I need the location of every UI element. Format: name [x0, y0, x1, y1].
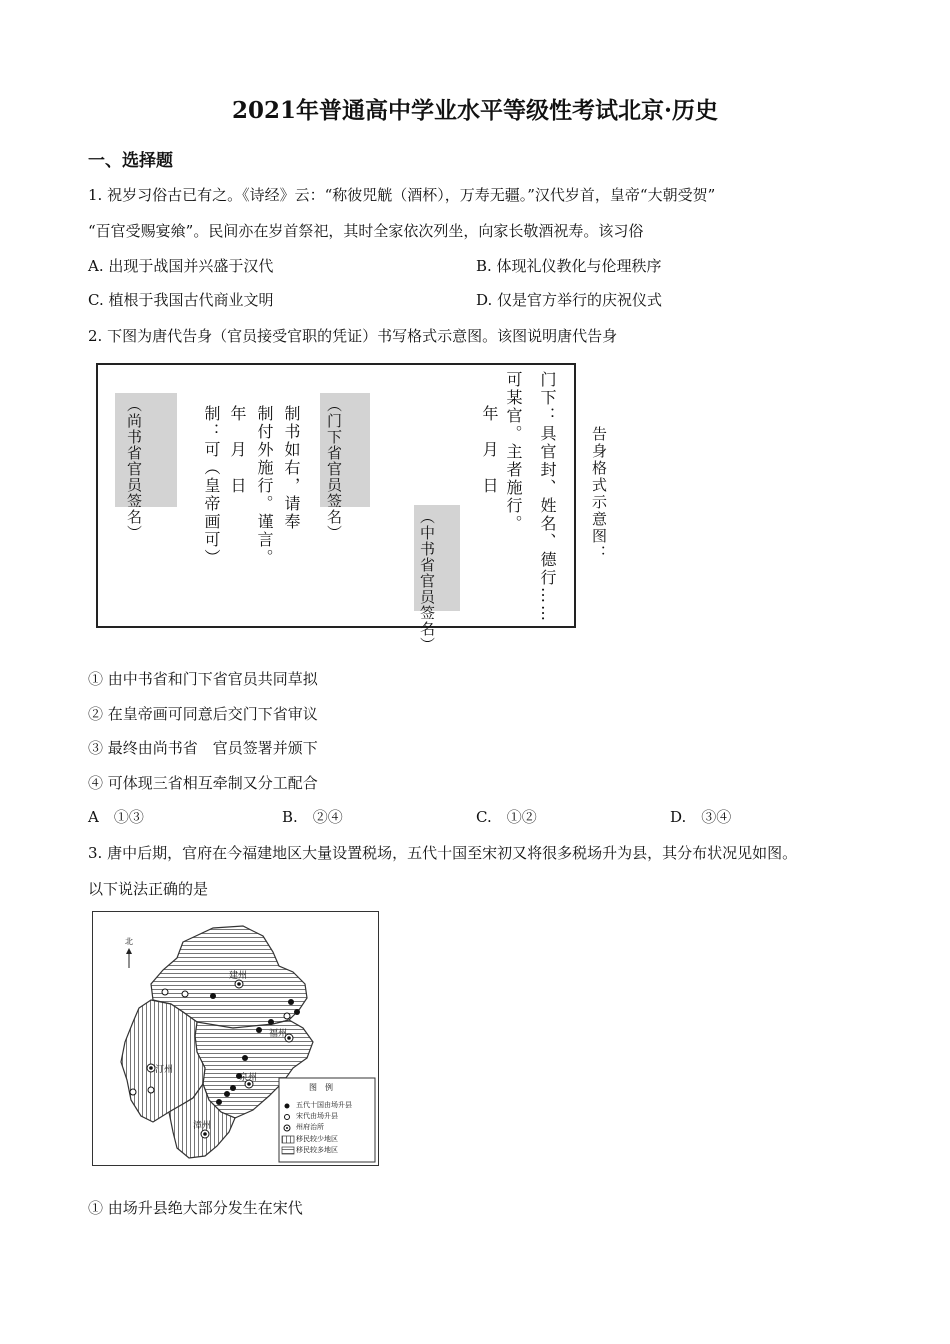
q3-stem-line2: 以下说法正确的是	[88, 880, 209, 898]
q2-item3: ③ 最终由尚书省 官员签署并颁下	[88, 739, 318, 757]
q3-stem-line1: 3. 唐中后期，官府在今福建地区大量设置税场，五代十国至宋初又将很多税场升为县，其分布状况见如图。	[88, 844, 798, 862]
section-heading: 一、选择题	[88, 151, 173, 171]
fig-box-zhongshu-text: （中书省官员签名）	[418, 509, 436, 653]
map-svg	[93, 912, 377, 1164]
legend-few-migrants: 移民较少地区	[296, 1135, 338, 1143]
q2-choice-c: C. ①②	[476, 808, 537, 826]
fig-box-zhongshu	[414, 505, 460, 653]
q1-stem-line2: “百官受赐宴飨”。民间亦在岁首祭祀，其时全家依次列坐，向家长敬酒祝寿。该习俗	[88, 222, 644, 240]
q2-item1: ① 由中书省和门下省官员共同草拟	[88, 670, 318, 688]
q2-choice-a: A ①③	[88, 808, 144, 826]
q1-option-b: B. 体现礼仪教化与伦理秩序	[476, 257, 662, 275]
q2-stem: 2. 下图为唐代告身（官员接受官职的凭证）书写格式示意图。该图说明唐代告身	[88, 327, 618, 345]
legend-many-swatch	[282, 1147, 294, 1154]
fig-box-menxia	[320, 393, 370, 541]
fig-col-date1: 年 月 日	[480, 405, 499, 495]
q1-option-a: A. 出现于战国并兴盛于汉代	[88, 257, 274, 275]
map-city-fuzhou: 福州	[269, 1029, 288, 1039]
fig-col-zhike: 制：可（皇帝画可）	[202, 405, 221, 567]
legend-dot-hollow-icon	[285, 1115, 290, 1120]
q1-option-d: D. 仅是官方举行的庆祝仪式	[476, 291, 663, 309]
q2-choice-b: B. ②④	[282, 808, 343, 826]
legend-seat-icon	[284, 1125, 290, 1131]
legend-few-swatch	[282, 1136, 294, 1143]
q2-item4: ④ 可体现三省相互牵制又分工配合	[88, 774, 318, 792]
legend-dot-filled-icon	[285, 1104, 290, 1109]
fig-side-caption: 告身格式示意图：	[590, 426, 608, 562]
map-city-tingzhou: 汀州	[155, 1065, 174, 1075]
q2-choice-d: D. ③④	[670, 808, 732, 826]
q3-item1: ① 由场升县绝大部分发生在宋代	[88, 1199, 303, 1217]
fig-col-ke: 可某官。主者施行。	[504, 371, 523, 533]
fig-col-zhishu: 制书如右，请奉	[282, 405, 301, 531]
fig-box-shangshu-text: （尚书省官员签名）	[125, 397, 143, 541]
legend-song: 宋代由场升县	[296, 1112, 338, 1120]
q1-stem-line1: 1. 祝岁习俗古已有之。《诗经》云：“称彼兕觥（酒杯），万寿无疆。”汉代岁首，皇帝“大朝受贺”	[88, 186, 716, 204]
fig-box-menxia-text: （门下省官员签名）	[325, 397, 343, 541]
fig-col-date2: 年 月 日	[228, 405, 247, 495]
legend-title: 图 例	[309, 1083, 333, 1092]
page-title: 2021年普通高中学业水平等级性考试北京·历史	[231, 97, 719, 124]
fig-col-menxia: 门下：具官封、姓名、德行……	[538, 371, 557, 623]
legend-five-dynasties: 五代十国由场升县	[296, 1101, 352, 1109]
q1-option-c: C. 植根于我国古代商业文明	[88, 291, 274, 309]
map-city-quanzhou: 泉州	[239, 1073, 258, 1083]
fig-col-fuwai: 制付外施行。谨言。	[255, 405, 274, 567]
north-arrow-icon	[126, 948, 132, 968]
gaoshen-figure	[96, 363, 576, 653]
q2-item2: ② 在皇帝画可同意后交门下省审议	[88, 705, 318, 723]
fig-box-shangshu	[115, 393, 177, 541]
fujian-map	[92, 911, 379, 1166]
legend-many-migrants: 移民较多地区	[296, 1146, 338, 1154]
map-city-zhangzhou: 漳州	[193, 1121, 212, 1131]
map-city-jianzhou: 建州	[229, 971, 248, 981]
map-north-label: 北	[125, 937, 133, 946]
legend-prefecture: 州府治所	[296, 1123, 324, 1131]
